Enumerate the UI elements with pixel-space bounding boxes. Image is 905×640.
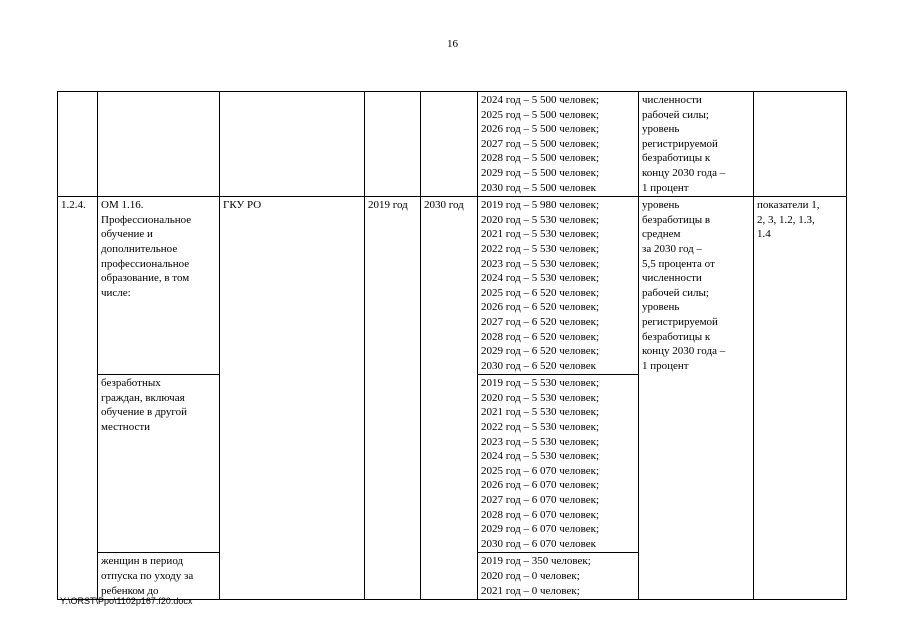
result-cell — [639, 197, 754, 600]
target-line: 2025 год – 5 500 человек; — [481, 108, 600, 121]
end-year: 2030 год — [424, 199, 464, 212]
result-line: безработицы в — [642, 213, 711, 226]
result-line: уровень — [642, 123, 680, 136]
target-line: 2026 год – 6 070 человек; — [481, 479, 600, 492]
target-line: 2024 год – 5 530 человек; — [481, 450, 600, 463]
activity-line: числе: — [101, 286, 131, 299]
targets-cell — [478, 92, 639, 197]
program-activities-table — [57, 91, 847, 600]
target-line: 2024 год – 5 500 человек; — [481, 94, 600, 106]
activity-line: Профессиональное — [101, 213, 192, 226]
target-line: 2022 год – 5 530 человек; — [481, 421, 600, 434]
target-line: 2026 год – 6 520 человек; — [481, 301, 600, 314]
activity-cell — [98, 553, 220, 600]
activity-row — [58, 197, 847, 375]
target-line: 2030 год – 6 520 человек — [481, 359, 597, 372]
target-line: 2023 год – 5 530 человек; — [481, 435, 600, 448]
target-line: 2029 год – 5 500 человек; — [481, 166, 600, 179]
result-line: численности — [642, 94, 702, 106]
activity-line: дополнительное — [101, 242, 178, 255]
result-line: среднем — [642, 228, 681, 241]
activity-line: профессиональное — [101, 257, 190, 270]
result-line: безработицы к — [642, 330, 711, 343]
start-year-cell — [365, 197, 421, 600]
target-line: 2029 год – 6 070 человек; — [481, 523, 600, 536]
target-line: 2029 год – 6 520 человек; — [481, 345, 600, 358]
targets-cell — [478, 197, 639, 375]
activity-line: отпуска по уходу за — [101, 570, 194, 582]
start-year-cell — [365, 92, 421, 197]
target-line: 2023 год – 5 530 человек; — [481, 257, 600, 270]
target-line: 2025 год – 6 070 человек; — [481, 464, 600, 477]
end-year-cell — [421, 197, 478, 600]
number-cell — [58, 92, 98, 197]
footer-file-path: Y:\ORST\Ppo\1102p167.f20.docx — [60, 596, 193, 606]
targets-cell — [478, 553, 639, 600]
target-line: 2025 год – 6 520 человек; — [481, 286, 600, 299]
target-line: 2021 год – 0 человек; — [481, 584, 580, 597]
indicators-cell — [754, 197, 847, 600]
target-line: 2022 год – 5 530 человек; — [481, 242, 600, 255]
start-year: 2019 год — [368, 199, 408, 212]
target-line: 2030 год – 5 500 человек — [481, 181, 597, 194]
target-line: 2020 год – 5 530 человек; — [481, 213, 600, 226]
result-line: 5,5 процента от — [642, 257, 715, 270]
page-number: 16 — [447, 38, 458, 50]
activity-line: женщин в период — [101, 555, 184, 568]
target-line: 2020 год – 0 человек; — [481, 570, 580, 582]
executor-cell — [220, 92, 365, 197]
indicators-line: 2, 3, 1.2, 1.3, — [757, 213, 815, 226]
result-line: рабочей силы; — [642, 286, 709, 299]
target-line: 2028 год – 6 070 человек; — [481, 508, 600, 521]
target-line: 2021 год – 5 530 человек; — [481, 228, 600, 241]
activity-line: ребенком до — [101, 584, 159, 597]
result-line: за 2030 год – — [642, 242, 702, 255]
result-line: безработицы к — [642, 152, 711, 165]
activity-cell — [98, 197, 220, 375]
activity-line: обучение в другой — [101, 406, 188, 419]
activity-line: ОМ 1.16. — [101, 199, 144, 212]
activity-number: 1.2.4. — [61, 199, 86, 212]
result-line: концу 2030 года – — [642, 345, 726, 358]
end-year-cell — [421, 92, 478, 197]
result-line: 1 процент — [642, 181, 689, 194]
indicators-line: показатели 1, — [757, 199, 820, 212]
target-line: 2024 год – 5 530 человек; — [481, 272, 600, 285]
result-line: 1 процент — [642, 359, 689, 372]
continuation-row — [58, 92, 847, 197]
result-cell — [639, 92, 754, 197]
result-line: уровень — [642, 199, 680, 212]
target-line: 2020 год – 5 530 человек; — [481, 391, 600, 404]
target-line: 2019 год – 350 человек; — [481, 555, 591, 568]
indicators-cell — [754, 92, 847, 197]
activity-line: образование, в том — [101, 272, 190, 285]
target-line: 2030 год – 6 070 человек — [481, 537, 597, 550]
executor-cell — [220, 197, 365, 600]
target-line: 2027 год – 5 500 человек; — [481, 137, 600, 150]
activity-line: граждан, включая — [101, 391, 185, 404]
number-cell — [58, 197, 98, 600]
activity-cell — [98, 92, 220, 197]
result-line: регистрируемой — [642, 315, 718, 328]
target-line: 2028 год – 6 520 человек; — [481, 330, 600, 343]
result-line: регистрируемой — [642, 137, 718, 150]
targets-cell — [478, 375, 639, 553]
activity-line: обучение и — [101, 228, 153, 241]
target-line: 2027 год – 6 520 человек; — [481, 315, 600, 328]
executor: ГКУ РО — [223, 199, 262, 212]
result-line: уровень — [642, 301, 680, 314]
result-line: численности — [642, 272, 702, 285]
target-line: 2026 год – 5 500 человек; — [481, 123, 600, 136]
activity-cell — [98, 375, 220, 553]
target-line: 2028 год – 5 500 человек; — [481, 152, 600, 165]
result-line: концу 2030 года – — [642, 166, 726, 179]
target-line: 2027 год – 6 070 человек; — [481, 494, 600, 507]
target-line: 2021 год – 5 530 человек; — [481, 406, 600, 419]
activity-line: местности — [101, 421, 151, 434]
target-line: 2019 год – 5 530 человек; — [481, 377, 600, 390]
result-line: рабочей силы; — [642, 108, 709, 121]
indicators-line: 1.4 — [757, 228, 771, 241]
activity-line: безработных — [101, 377, 161, 390]
target-line: 2019 год – 5 980 человек; — [481, 199, 600, 212]
